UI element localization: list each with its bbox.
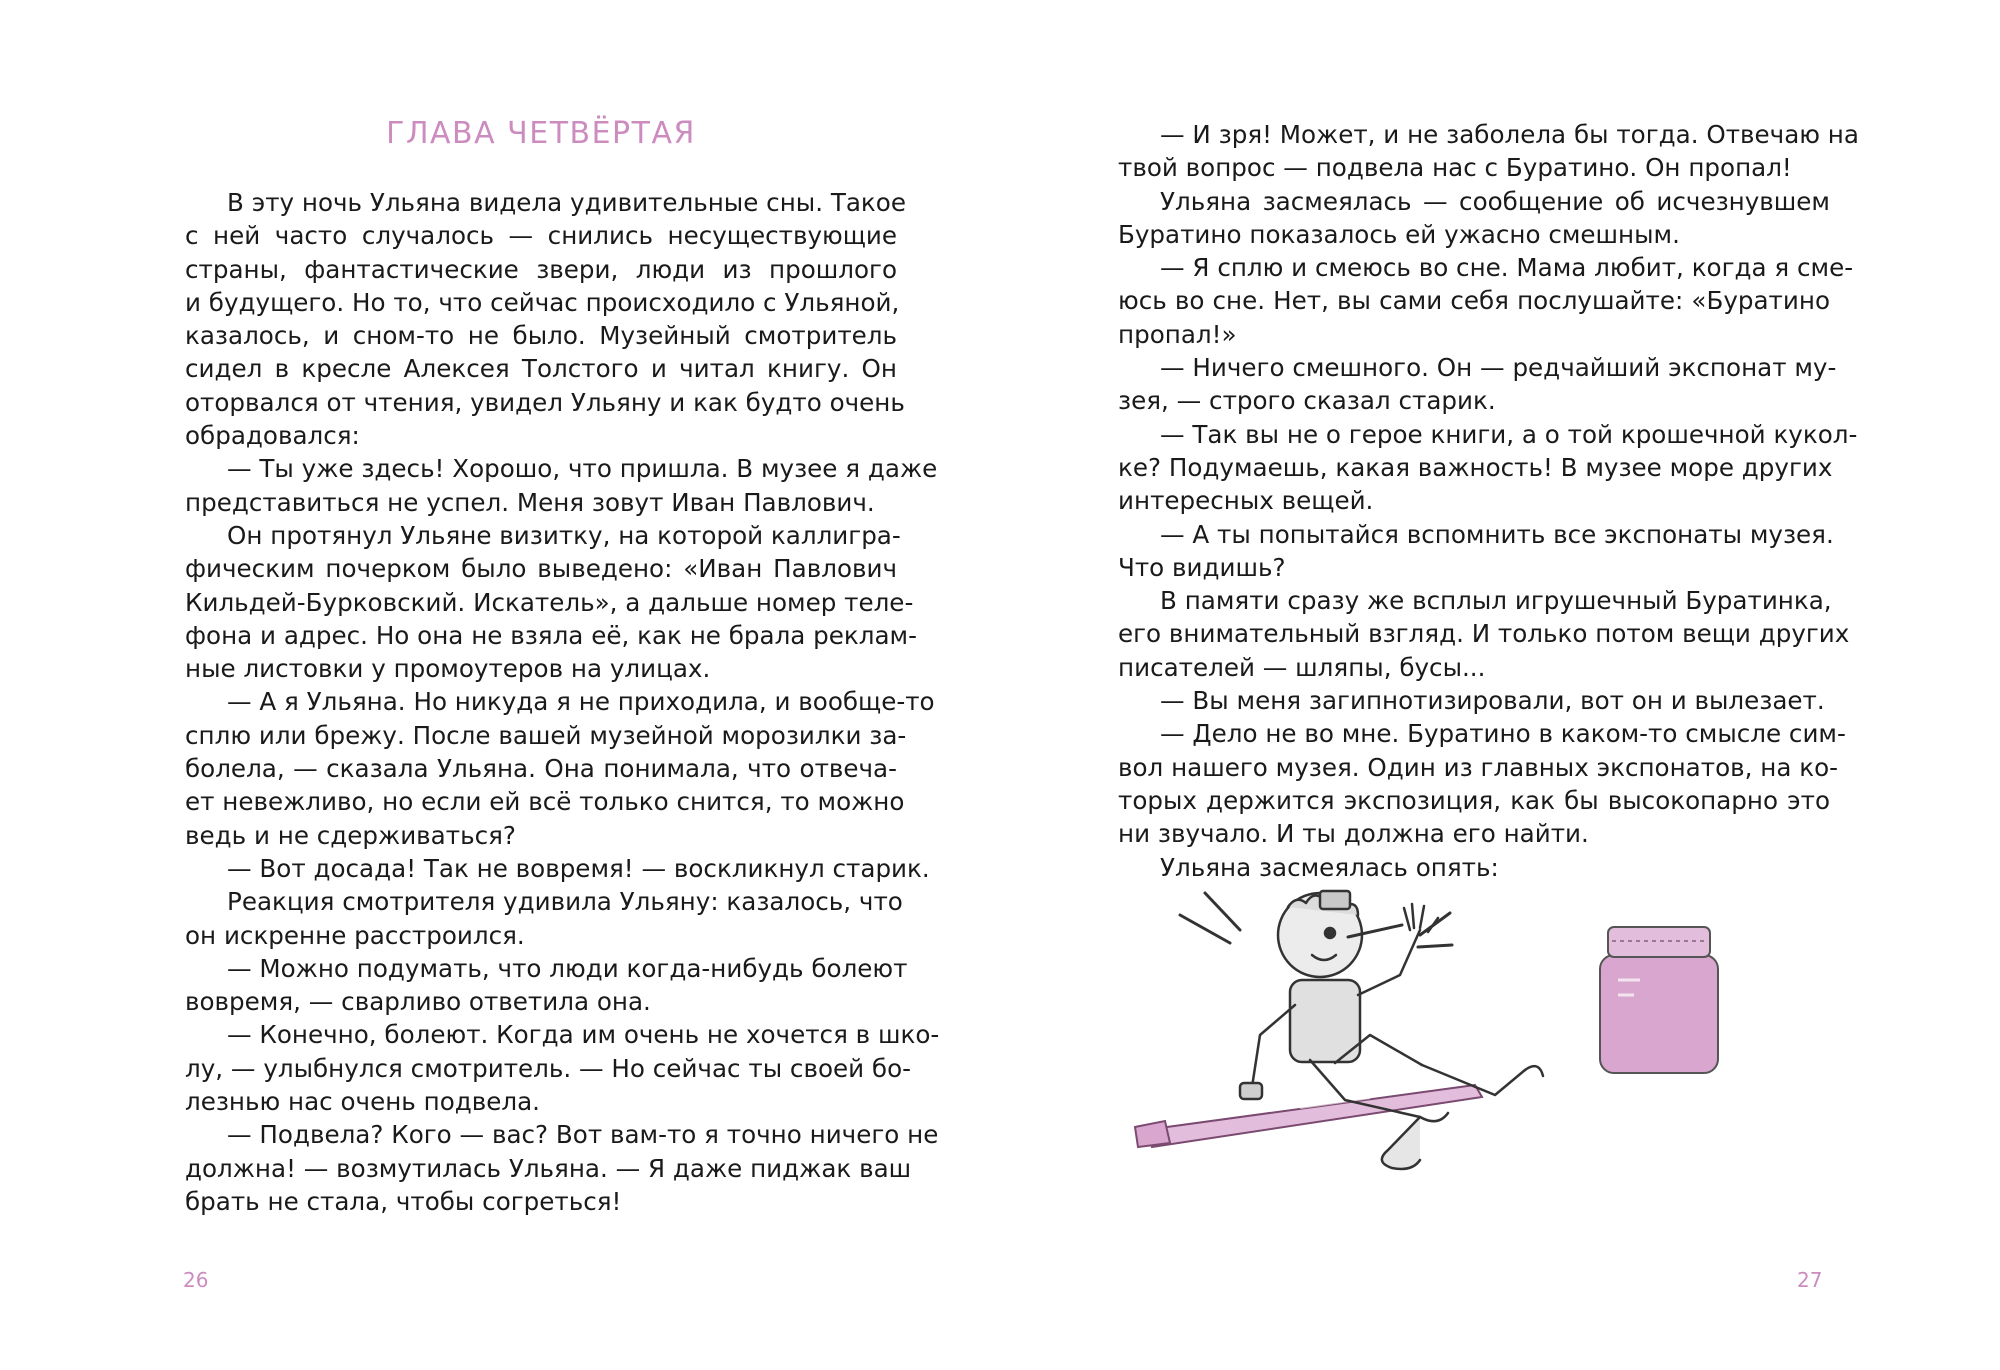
- text-line: ет невежливо, но если ей всё только снится, то можно: [185, 787, 905, 817]
- page-number-left: 26: [183, 1268, 209, 1292]
- text-line: — А ты попытайся вспомнить все экспонаты музея.: [1160, 519, 1834, 549]
- text-line: — Дело не во мне. Буратино в каком-то смысле сим-: [1160, 719, 1846, 749]
- right-page: [1000, 0, 2000, 1370]
- text-line: Ульяна засмеялась — сообщение об исчезнувшем: [1160, 186, 1830, 216]
- text-line: представиться не успел. Меня зовут Иван Павлович.: [185, 487, 875, 517]
- text-line: ные листовки у промоутеров на улицах.: [185, 654, 711, 684]
- text-line: оторвался от чтения, увидел Ульяну и как будто очень: [185, 387, 905, 417]
- text-line: болела, — сказала Ульяна. Она понимала, что отвеча-: [185, 754, 897, 784]
- text-line: В памяти сразу же всплыл игрушечный Буратинка,: [1160, 586, 1832, 616]
- puppet-illustration-icon: [1120, 885, 1840, 1215]
- text-line: он искренне расстроился.: [185, 920, 525, 950]
- text-line: — Можно подумать, что люди когда-нибудь болеют: [227, 953, 908, 983]
- text-line: Он протянул Ульяне визитку, на которой каллигра-: [227, 520, 901, 550]
- text-line: В эту ночь Ульяна видела удивительные сны. Такое: [227, 188, 906, 217]
- text-line: писателей — шляпы, бусы...: [1118, 652, 1486, 682]
- chapter-title: ГЛАВА ЧЕТВЁРТАЯ: [386, 116, 696, 151]
- text-line: фона и адрес. Но она не взяла её, как не брала реклам-: [185, 620, 917, 650]
- text-line: — Вы меня загипнотизировали, вот он и вылезает.: [1160, 686, 1825, 716]
- text-line: сплю или брежу. После вашей музейной морозилки за-: [185, 720, 907, 750]
- text-line: — Подвела? Кого — вас? Вот вам-то я точно ничего не: [227, 1120, 939, 1150]
- text-line: ни звучало. И ты должна его найти.: [1118, 819, 1589, 849]
- text-line: — Я сплю и смеюсь во сне. Мама любит, когда я сме-: [1160, 253, 1854, 283]
- text-line: лу, — улыбнулся смотритель. — Но сейчас ты своей бо-: [185, 1053, 912, 1083]
- text-line: Что видишь?: [1118, 552, 1286, 582]
- text-line: лезнью нас очень подвела.: [185, 1087, 540, 1117]
- text-line: с ней часто случалось — снились несуществующие: [185, 221, 897, 251]
- text-line: — И зря! Может, и не заболела бы тогда. Отвечаю на: [1160, 120, 1859, 149]
- text-line: Ульяна засмеялась опять:: [1160, 852, 1499, 882]
- text-line: торых держится экспозиция, как бы высокопарно это: [1118, 785, 1830, 815]
- jar-icon: [1600, 927, 1718, 1073]
- rolling-pin-icon: [1135, 1085, 1482, 1147]
- right-page-text: [1118, 118, 1859, 884]
- text-line: Буратино показалось ей ужасно смешным.: [1118, 219, 1680, 249]
- text-line: — Конечно, болеют. Когда им очень не хочется в шко-: [227, 1020, 940, 1050]
- text-line: — Вот досада! Так не вовремя! — воскликнул старик.: [227, 853, 930, 883]
- text-line: страны, фантастические звери, люди из прошлого: [185, 254, 897, 284]
- text-line: ведь и не сдерживаться?: [185, 820, 516, 850]
- text-line: твой вопрос — подвела нас с Буратино. Он пропал!: [1118, 153, 1792, 183]
- page-number-right: 27: [1797, 1268, 1823, 1292]
- text-line: его внимательный взгляд. И только потом вещи других: [1118, 619, 1850, 649]
- left-page-text: [185, 186, 940, 1218]
- text-line: Кильдей-Бурковский. Искатель», а дальше номер теле-: [185, 587, 914, 617]
- text-line: — Ничего смешного. Он — редчайший экспонат му-: [1160, 353, 1837, 383]
- text-line: фическим почерком было выведено: «Иван Павлович: [185, 554, 897, 584]
- text-line: брать не стала, чтобы согреться!: [185, 1186, 622, 1216]
- text-line: — Так вы не о герое книги, а о той крошечной кукол-: [1160, 419, 1858, 449]
- text-line: ке? Подумаешь, какая важность! В музее море других: [1118, 452, 1833, 482]
- text-line: — Ты уже здесь! Хорошо, что пришла. В музее я даже: [227, 454, 938, 484]
- text-line: обрадовался:: [185, 421, 360, 451]
- text-line: юсь во сне. Нет, вы сами себя послушайте: «Буратино: [1118, 286, 1830, 316]
- text-line: — А я Ульяна. Но никуда я не приходила, и вообще-то: [227, 687, 935, 717]
- text-line: вовремя, — сварливо ответила она.: [185, 987, 651, 1017]
- text-line: вол нашего музея. Один из главных экспонатов, на ко-: [1118, 752, 1838, 782]
- text-line: сидел в кресле Алексея Толстого и читал книгу. Он: [185, 354, 897, 384]
- text-line: должна! — возмутилась Ульяна. — Я даже пиджак ваш: [185, 1153, 912, 1183]
- text-line: Реакция смотрителя удивила Ульяну: казалось, что: [227, 887, 903, 917]
- text-line: зея, — строго сказал старик.: [1118, 386, 1496, 416]
- text-line: и будущего. Но то, что сейчас происходило с Ульяной,: [185, 287, 900, 317]
- text-line: казалось, и сном-то не было. Музейный смотритель: [185, 321, 897, 351]
- text-line: интересных вещей.: [1118, 486, 1374, 516]
- text-line: пропал!»: [1118, 319, 1237, 349]
